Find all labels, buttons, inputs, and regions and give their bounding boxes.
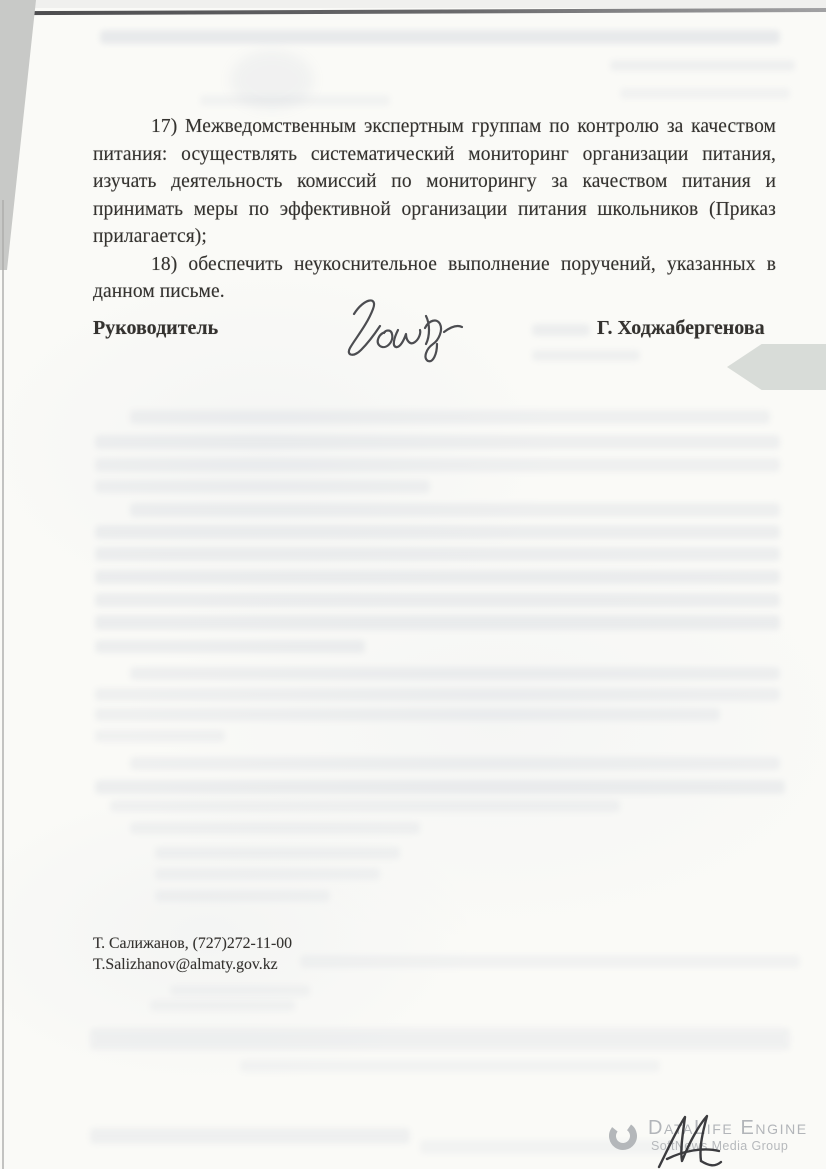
bleedthrough-ghost-line — [130, 667, 780, 680]
bleedthrough-ghost-line — [95, 525, 780, 539]
bleedthrough-ghost-line — [150, 1000, 295, 1011]
contact-email: T.Salizhanov@almaty.gov.kz — [93, 956, 278, 973]
contact-phone: Т. Салижанов, (727)272-11-00 — [93, 935, 293, 952]
scan-top-strip — [0, 0, 826, 8]
bleedthrough-ghost-line — [130, 410, 770, 424]
bleedthrough-ghost-line — [95, 547, 780, 561]
bleedthrough-ghost-line — [95, 640, 365, 653]
bleedthrough-ghost-line — [155, 847, 400, 859]
bleedthrough-ghost-line — [130, 757, 780, 770]
scan-page-top-edge — [16, 8, 826, 15]
letter-line: 18) обеспечить неукоснительное выполнение поручений, указанных в — [151, 253, 776, 275]
bleedthrough-ghost-line — [532, 324, 590, 336]
bleedthrough-ghost-line — [90, 1128, 410, 1144]
bleedthrough-ghost-line — [95, 480, 430, 493]
bleedthrough-ghost-line — [100, 30, 780, 44]
letter-line: данном письме. — [93, 281, 225, 302]
signature-title: Руководитель — [93, 317, 219, 339]
watermark-brand: DataLife Engine — [648, 1117, 808, 1139]
bleedthrough-ghost-line — [95, 615, 780, 630]
letter-line: принимать меры по эффективной организации питания школьников (Приказ — [93, 198, 776, 220]
bleedthrough-ghost-line — [610, 60, 795, 71]
bleedthrough-ghost-line — [155, 890, 330, 902]
bleedthrough-ghost-line — [95, 593, 780, 607]
bleedthrough-ghost-line — [95, 570, 780, 584]
letter-line: прилагается); — [93, 226, 207, 247]
letter-line: 17) Межведомственным экспертным группам по контролю за качеством — [151, 116, 776, 137]
bleedthrough-ghost-line — [155, 868, 380, 880]
bleedthrough-ghost-line — [95, 458, 780, 472]
letter-line: изучать деятельность комиссий по мониторингу за качеством питания и — [93, 171, 776, 192]
bleedthrough-ghost-line — [620, 88, 790, 99]
bleedthrough-ghost-line — [532, 350, 640, 361]
contact-block — [93, 933, 292, 975]
signature-name: Г. Ходжабергенова — [597, 317, 765, 339]
letter-body — [93, 113, 776, 306]
bleedthrough-ghost-line — [95, 780, 785, 794]
bleedthrough-ghost-line — [95, 730, 225, 742]
pen-scribble-mark — [645, 1108, 737, 1169]
letter-line: питания: осуществлять систематический мониторинг организации питания, — [93, 143, 776, 165]
handwritten-signature — [338, 292, 466, 366]
bleedthrough-ghost-line — [90, 1028, 790, 1050]
bleedthrough-ghost-line — [170, 985, 310, 996]
bleedthrough-ghost-line — [240, 1060, 660, 1072]
bleedthrough-ghost-line — [300, 955, 800, 968]
bleedthrough-ghost-line — [130, 503, 780, 517]
bleedthrough-ghost-line — [95, 435, 780, 449]
bleedthrough-ghost-line — [110, 800, 620, 812]
bleedthrough-ghost-line — [130, 822, 420, 834]
bleedthrough-ghost-line — [95, 688, 780, 701]
watermark-subtitle: SoftNews Media Group — [651, 1139, 789, 1153]
bleedthrough-arrow-ghost — [727, 343, 826, 391]
datalife-engine-logo-icon — [606, 1118, 640, 1152]
bleedthrough-ghost-line — [95, 708, 720, 721]
scan-page-left-edge — [2, 200, 4, 1169]
bleedthrough-stamp-ghost — [230, 50, 314, 110]
scan-corner-wedge — [0, 0, 46, 270]
